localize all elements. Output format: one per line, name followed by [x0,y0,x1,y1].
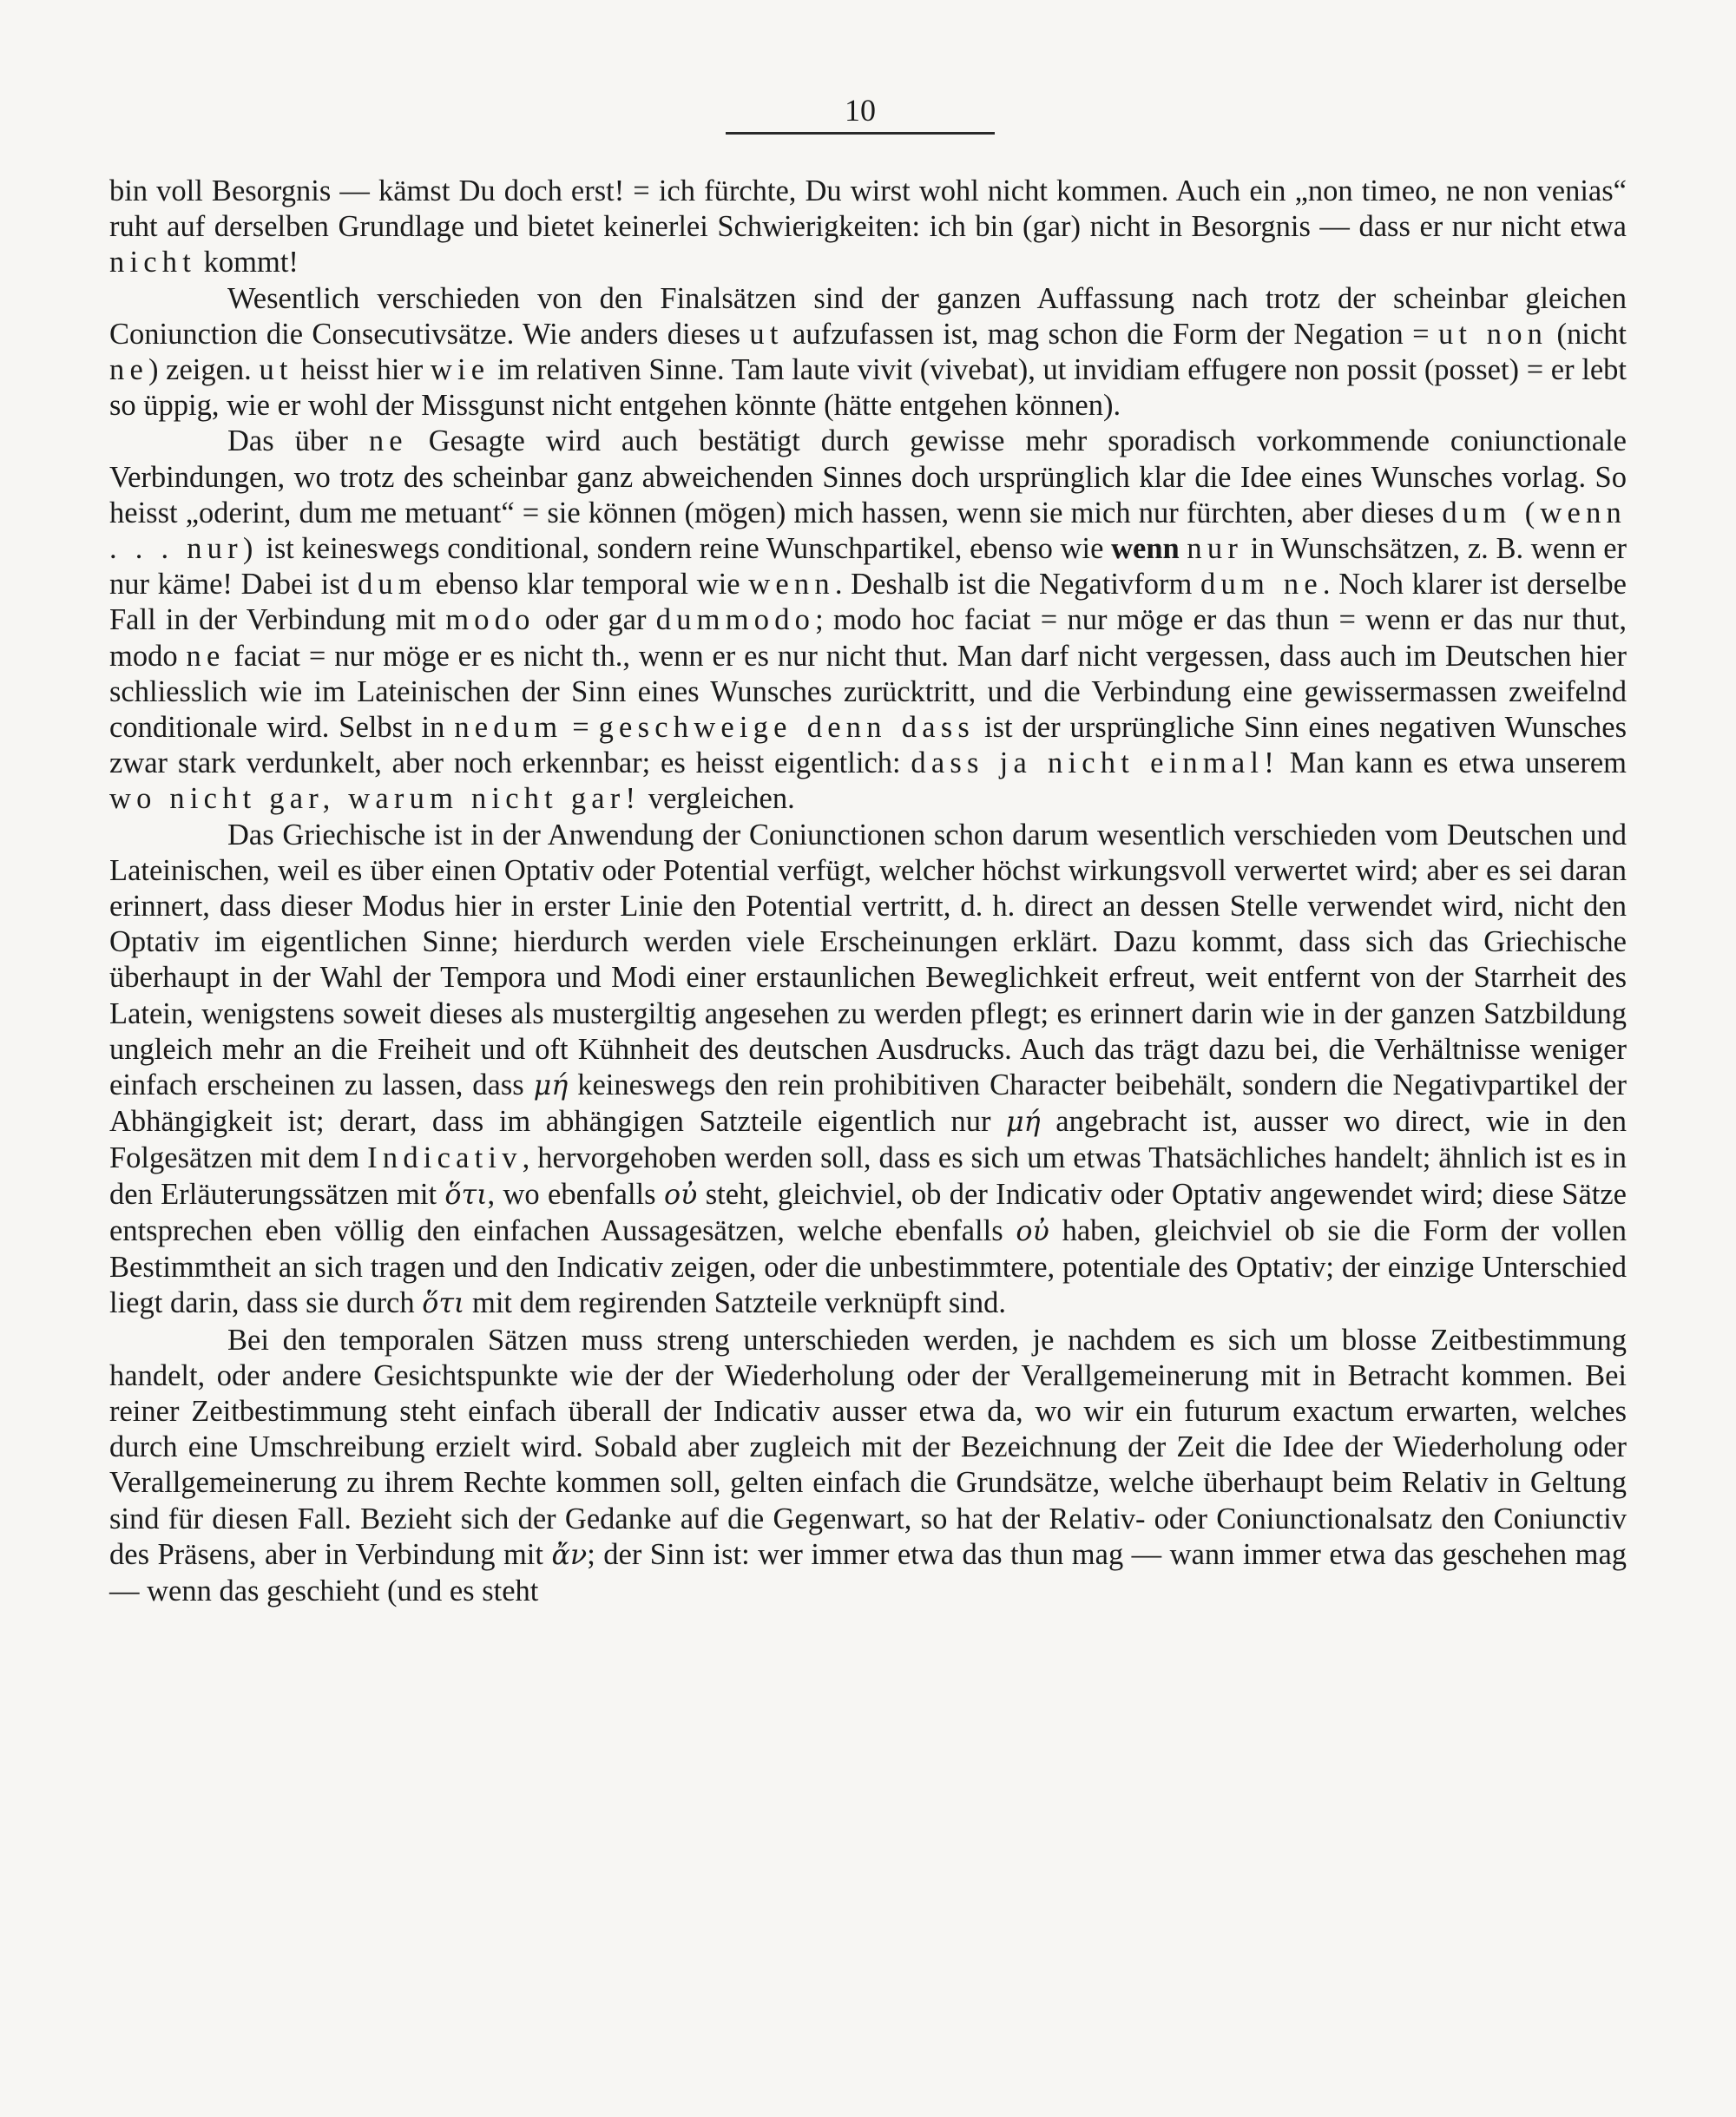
spaced-term: modo [445,603,536,637]
text-run: Gesagte wird auch bestätigt durch gewisse mehr sporadisch vorkommende coniunctionale Verbindungen, wo trotz des scheinbar ganz abweichenden Sinnes doch ursprünglich klar die Idee eines Wunsches vorlag. So heisst „oderint, dum me metuant“ = sie können (mögen) mich hassen, wenn sie mich nur fürchten, aber dieses [109,424,1627,529]
text-run: bin voll Besorgnis — kämst Du doch erst! = ich fürchte, Du wirst wohl nicht kommen. Auch ein „non timeo, ne non venias“ ruht auf derselben Grundlage und bietet keinerlei Schwierigkeiten: ich bin (gar) nicht in Besorgnis — dass er nur nicht etwa [109,174,1627,244]
greek-term: μή [533,1070,569,1102]
paragraph [109,281,1627,424]
text-run: haben, gleichviel ob sie die Form der vollen Bestimmtheit an sich tragen und den Indicativ zeigen, oder die unbestimmtere, potentiale des Optativ; der einzige Unterschied liegt darin, dass sie durch [109,1213,1627,1320]
spaced-term: nur [1187,532,1244,566]
paragraph [109,818,1627,1323]
spaced-term: dum [357,568,427,602]
text-run: keineswegs den rein prohibitiven Character beibehält, sondern die Negativpartikel der Abhängigkeit ist; derart, dass im abhängigen Satzteile eigentlich nur [109,1068,1627,1139]
text-run: Man kann es etwa unserem [1279,746,1628,780]
text-run: kommt! [196,246,299,279]
spaced-term: ne [109,353,148,387]
text-run: ) zeigen. [148,353,260,387]
text-run: oder gar [535,603,656,637]
greek-term: ὅτι [422,1288,465,1320]
spaced-term: ut [749,317,784,351]
spaced-term: ut non [1437,317,1549,351]
paragraph [109,174,1627,281]
body-text [109,174,1627,1609]
spaced-term: ne [186,639,226,673]
text-run: . Deshalb ist die Negativform [834,568,1201,602]
text-run: Wesentlich verschieden von den Finalsätzen sind der ganzen Auffassung nach trotz der scheinbar gleichen Coniunction die Consecutivsätze. Wie anders dieses [109,281,1627,351]
text-run: mit dem regirenden Satzteile verknüpft sind. [464,1286,1007,1320]
text-run: . Noch klarer ist derselbe Fall in der Verbindung mit [109,568,1627,637]
paragraph [109,424,1627,817]
spaced-term: dum (wenn . . . nur) [109,496,1627,566]
paragraph [109,1323,1627,1610]
greek-term: ὅτι [444,1179,488,1211]
text-run: aufzufassen ist, mag schon die Form der Negation = [783,317,1438,351]
text-run: in Wunschsätzen, z. B. wenn er nur käme! Dabei ist [109,532,1628,602]
text-run: ; modo hoc faciat = nur möge er das thun = wenn er das nur thut, modo [109,603,1627,673]
spaced-term: dass ja nicht einmal! [911,746,1279,780]
text-run: , wo ebenfalls [487,1177,664,1211]
spaced-term: wo nicht gar, warum nicht gar! [109,782,641,816]
text-run: steht, gleichviel, ob der Indicativ oder Optativ angewendet wird; diese Sätze entsprechen eben völlig den einfachen Aussagesätzen, welche ebenfalls [109,1177,1627,1247]
text-run: angebracht ist, ausser wo direct, wie in den Folgesätzen mit dem [109,1105,1627,1175]
text-run: faciat = nur möge er es nicht th., wenn er es nur nicht thut. Man darf nicht vergessen, dass auch im Deutschen hier schliesslich wie im Lateinischen der Sinn eines Wunsches zurücktritt, und die Verbindung eine gewissermassen zweifelnd conditionale wird. Selbst in [109,639,1627,745]
text-run: im relativen Sinne. Tam laute vivit (vivebat), ut invidiam effugere non possit (posset) = er lebt so üppig, wie er wohl der Missgunst nicht entgehen könnte (hätte entgehen können). [109,353,1627,423]
page-number: 10 [845,93,876,128]
text-run: = [562,711,599,745]
text-run: vergleichen. [641,782,795,816]
header-rule [726,132,995,135]
spaced-term: nedum [454,711,563,745]
greek-term: ἄν [551,1539,588,1571]
text-run: ist keineswegs conditional, sondern reine Wunschpartikel, ebenso wie [258,532,1112,566]
spaced-term: dummodo [655,603,816,637]
spaced-term: nicht [109,246,197,279]
text-run: Das Griechische ist in der Anwendung der Coniunctionen schon darum wesentlich verschieden vom Deutschen und Lateinischen, weil es über einen Optativ oder Potential verfügt, welcher höchst wirkungsvoll verwertet wird; aber es sei daran erinnert, dass dieser Modus hier in erster Linie den Potential vertritt, d. h. direct an dessen Stelle verwendet wird, nicht den Optativ im eigentlichen Sinne; hierdurch werden viele Erscheinungen erklärt. Dazu kommt, dass sich das Griechische überhaupt in der Wahl der Tempora und Modi einer erstaunlichen Beweglichkeit erfreut, weit entfernt von der Starrheit des Latein, wenigstens soweit dieses als mustergiltig angesehen zu werden pflegt; es erinnert darin wie in der ganzen Satzbildung ungleich mehr an die Freiheit und oft Kühnheit des deutschen Ausdrucks. Auch das trägt dazu bei, die Verhältnisse weniger einfach erscheinen zu lassen, dass [109,818,1627,1102]
spaced-term: wie [430,353,490,387]
spaced-term: ne [368,424,408,458]
spaced-term: ut [259,353,293,387]
spaced-term: geschweige denn dass [598,711,976,745]
greek-term: μή [1006,1107,1041,1139]
bold-term: wenn [1111,532,1180,566]
spaced-term: dum ne [1200,568,1323,602]
text-run: Das über [227,424,369,458]
greek-term: οὐ [1016,1215,1049,1247]
spaced-term: Indicativ [367,1141,523,1175]
text-run: Bei den temporalen Sätzen muss streng unterschieden werden, je nachdem es sich um blosse Zeitbestimmung handelt, oder andere Gesichtspunkte wie der der Wiederholung oder der Verallgemeinerung mit in Betracht kommen. Bei reiner Zeitbestimmung steht einfach überall der Indicativ ausser etwa da, wo wir ein futurum exactum erwarten, welches durch eine Umschreibung erzielt wird. Sobald aber zugleich mit der Bezeichnung der Zeit die Idee der Wiederholung oder Verallgemeinerung zu ihrem Rechte kommen soll, gelten einfach die Grundsätze, welche überhaupt beim Relativ in Geltung sind für diesen Fall. Bezieht sich der Gedanke auf die Gegenwart, so hat der Relativ- oder Coniunctionalsatz den Coniunctiv des Präsens, aber in Verbindung mit [109,1323,1627,1571]
text-run: ; der Sinn ist: wer immer etwa das thun mag — wann immer etwa das geschehen mag — wenn das geschieht (und es steht [109,1537,1628,1607]
text-run: , hervorgehoben werden soll, dass es sich um etwas Thatsächliches handelt; ähnlich ist es in den Erläuterungssätzen mit [109,1141,1627,1211]
greek-term: οὐ [663,1179,698,1211]
text-run: ist der ursprüngliche Sinn eines negativen Wunsches zwar stark verdunkelt, aber noch erkennbar; es heisst eigentlich: [109,711,1628,780]
text-run: (nicht [1548,317,1627,351]
page-header [726,92,995,135]
text-run: heisst hier [293,353,431,387]
spaced-term: wenn [748,568,835,602]
text-run: ebenso klar temporal wie [426,568,749,602]
